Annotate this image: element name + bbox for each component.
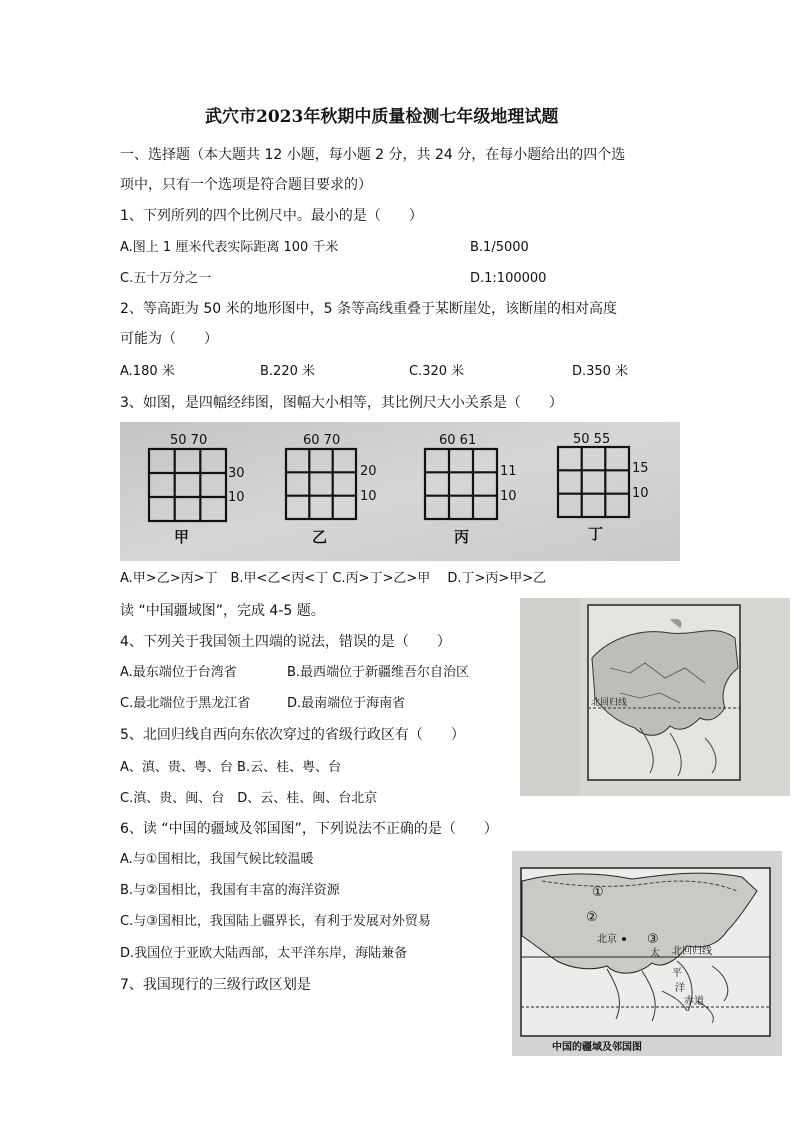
map2-equator-label: 赤道 [684,996,704,1007]
grid-bing-top-label: 60 61 [439,433,477,448]
map2-beijing-label: 北京 [597,934,617,945]
grid-bing-name: 丙 [454,528,470,546]
q2-option-a: A.180 米 [120,364,175,379]
q6-option-d: D.我国位于亚欧大陆西部，太平洋东岸，海陆兼备 [120,946,408,961]
q5-options-ab: A、滇、贵、粤、台 B.云、桂、粤、台 [120,760,342,775]
beijing-marker [622,937,626,941]
q4-option-c: C.最北端位于黑龙江省 [120,696,251,711]
map2-label-2: ② [586,910,598,925]
q2-stem-line1: 2、等高距为 50 米的地形图中，5 条等高线重叠于某断崖处，该断崖的相对高度 [120,301,617,317]
q1-option-b: B.1/5000 [470,240,529,255]
q6-option-c: C.与③国相比，我国陆上疆界长，有利于发展对外贸易 [120,914,431,929]
q7-stem: 7、我国现行的三级行政区划是 [120,977,311,993]
grid-yi-name: 乙 [312,528,328,546]
q6-stem: 6、读 “中国的疆域及邻国图”，下列说法不正确的是（ ） [120,821,498,837]
map2-caption: 中国的疆域及邻国图 [552,1042,642,1053]
map1-tropic-label: 北回归线 [591,698,628,708]
q2-option-b: B.220 米 [260,364,315,379]
q3-graticule-figure [120,422,680,561]
section-instruction-line2: 项中，只有一个选项是符合题目要求的） [120,177,372,193]
q4-stem: 4、下列关于我国领土四端的说法，错误的是（ ） [120,634,451,650]
exam-title: 武穴市2023年秋期中质量检测七年级地理试题 [205,107,559,127]
map2-ping-label: 平 [672,968,682,979]
grid-jia-name: 甲 [174,528,190,546]
map2-label-3: ③ [647,932,659,947]
grid-bing-right-top-label: 11 [500,464,517,479]
q6-option-b: B.与②国相比，我国有丰富的海洋资源 [120,883,340,898]
q1-option-d: D.1:100000 [470,271,547,286]
section-instruction-line1: 一、选择题（本大题共 12 小题，每小题 2 分，共 24 分，在每小题给出的四个选 [120,147,626,163]
grid-yi-top-label: 60 70 [303,433,341,448]
grid-ding-name: 丁 [588,525,604,543]
grid-yi-right-top-label: 20 [360,464,377,479]
read-instruction-4-5: 读 “中国疆域图”，完成 4-5 题。 [120,603,325,619]
q1-option-c: C.五十万分之一 [120,271,212,286]
q6-option-a: A.与①国相比，我国气候比较温暖 [120,852,314,867]
q1-stem: 1、下列所列的四个比例尺中。最小的是（ ） [120,208,423,224]
map2-tropic-label: 北回归线 [672,946,712,957]
map2-tai-label: 太 [650,948,660,959]
q4-option-a: A.最东端位于台湾省 [120,665,237,680]
grid-ding-top-label: 50 55 [573,432,611,447]
q2-option-c: C.320 米 [409,364,465,379]
q3-options: A.甲>乙>丙>丁 B.甲<乙<丙<丁 C.丙>丁>乙>甲 D.丁>丙>甲>乙 [120,571,547,586]
grid-ding-right-top-label: 15 [632,461,649,476]
q5-options-cd: C.滇、贵、闽、台 D、云、桂、闽、台北京 [120,791,378,806]
grid-yi-right-bottom-label: 10 [360,489,377,504]
map2-yang-label: 洋 [675,983,685,994]
q1-option-a: A.图上 1 厘米代表实际距离 100 千米 [120,240,339,255]
china-neighbors-map-photo [512,851,782,1056]
grid-jia-right-bottom-label: 10 [228,490,245,505]
q4-option-b: B.最西端位于新疆维吾尔自治区 [287,665,470,680]
grid-ding-right-bottom-label: 10 [632,486,649,501]
q3-stem: 3、如图，是四幅经纬图，图幅大小相等，其比例尺大小关系是（ ） [120,395,563,411]
q2-option-d: D.350 米 [572,364,629,379]
grid-bing-right-bottom-label: 10 [500,489,517,504]
q5-stem: 5、北回归线自西向东依次穿过的省级行政区有（ ） [120,727,465,743]
grid-jia-top-label: 50 70 [170,433,208,448]
grid-jia-right-top-label: 30 [228,466,245,481]
q4-option-d: D.最南端位于海南省 [287,696,406,711]
map2-label-1: ① [592,885,604,900]
q2-stem-line2: 可能为（ ） [120,331,218,347]
china-territory-map-photo [520,598,790,796]
